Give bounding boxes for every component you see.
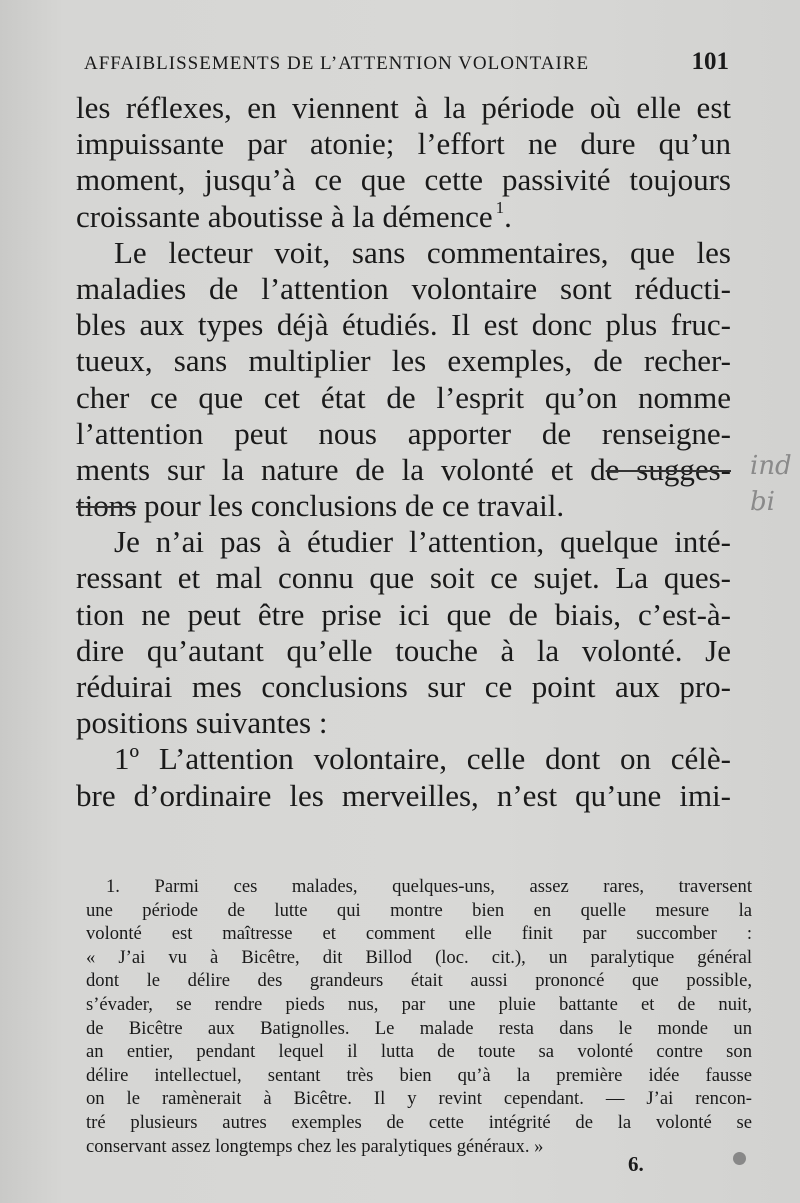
text-line bbox=[76, 199, 731, 235]
footnote-line: « J’ai vu à Bicêtre, dit Billod (loc. cit.), un paralytique général bbox=[86, 946, 752, 968]
running-head bbox=[84, 48, 729, 76]
running-head-title: AFFAIBLISSEMENTS DE L’ATTENTION VOLONTAIRE bbox=[84, 53, 590, 74]
text-line: tion ne peut être prise ici que de biais, c’est-à- bbox=[76, 596, 731, 632]
text-line: bre d’ordinaire les merveilles, n’est qu’une imi- bbox=[76, 777, 731, 813]
struck-through-text: e sugges- bbox=[605, 451, 731, 487]
footnote-line: une période de lutte qui montre bien en quelle mesure la bbox=[86, 899, 752, 921]
text-line: moment, jusqu’à ce que cette passivité toujours bbox=[76, 162, 731, 198]
text-line: les réflexes, en viennent à la période où elle est bbox=[76, 90, 731, 125]
text-line: Le lecteur voit, sans commentaires, que les bbox=[114, 234, 731, 270]
footnote-line: délire intellectuel, sentant très bien qu’à la première idée fausse bbox=[86, 1064, 752, 1086]
signature-mark: 6. bbox=[628, 1152, 644, 1176]
text-span: . bbox=[504, 198, 512, 234]
handwritten-margin-note bbox=[750, 448, 800, 520]
text-line bbox=[76, 488, 731, 524]
footnote-line: de Bicêtre aux Batignolles. Le malade resta dans le monde un bbox=[86, 1017, 752, 1039]
text-line: réduirai mes conclusions sur ce point aux pro- bbox=[76, 669, 731, 704]
margin-note-line: bi bbox=[750, 487, 775, 517]
footnote bbox=[86, 875, 752, 1158]
text-line: ressant et mal connu que soit ce sujet. La ques- bbox=[76, 560, 731, 596]
text-span: ments sur la nature de la volonté et d bbox=[76, 451, 606, 487]
footnote-line: 1. Parmi ces malades, quelques-uns, assez rares, traversent bbox=[106, 876, 752, 897]
page-number: 101 bbox=[691, 48, 729, 75]
text-line: maladies de l’attention volontaire sont réducti- bbox=[76, 270, 731, 306]
text-line: 1º L’attention volontaire, celle dont on célè- bbox=[114, 741, 731, 777]
text-span: pour les conclusions de ce travail. bbox=[136, 488, 565, 524]
text-span: croissante aboutisse à la démence bbox=[76, 198, 493, 234]
footnote-line: tré plusieurs autres exemples de cette intégrité de la volonté se bbox=[86, 1111, 752, 1133]
text-line: positions suivantes : bbox=[76, 705, 328, 741]
struck-through-text: tions bbox=[76, 488, 137, 524]
text-line: cher ce que cet état de l’esprit qu’on nomme bbox=[76, 379, 731, 415]
footnote-line: an entier, pendant lequel il lutta de toute sa volonté contre son bbox=[86, 1041, 752, 1063]
text-line bbox=[76, 452, 731, 488]
footnote-line: dont le délire des grandeurs était aussi prononcé que possible, bbox=[86, 970, 752, 992]
text-line: tueux, sans multiplier les exemples, de recher- bbox=[76, 343, 731, 379]
text-line: bles aux types déjà étudiés. Il est donc plus fruc- bbox=[76, 307, 731, 343]
text-line: l’attention peut nous apporter de renseigne- bbox=[76, 415, 731, 451]
footnote-line: volonté est maîtresse et comment elle finit par succomber : bbox=[86, 923, 752, 945]
text-line: Je n’ai pas à étudier l’attention, quelque inté- bbox=[114, 524, 731, 560]
footnote-line: s’évader, se rendre pieds nus, par une pluie battante et de nuit, bbox=[86, 993, 752, 1015]
footnote-line: on le ramènerait à Bicêtre. Il y revint cependant. — J’ai rencon- bbox=[86, 1088, 752, 1110]
footnote-line: conservant assez longtemps chez les paralytiques généraux. » bbox=[86, 1135, 544, 1157]
footnote-reference: 1 bbox=[495, 197, 505, 217]
main-text bbox=[76, 90, 731, 814]
text-line: dire qu’autant qu’elle touche à la volonté. Je bbox=[76, 632, 731, 668]
ink-spot bbox=[733, 1152, 746, 1165]
margin-note-line: ind bbox=[750, 451, 792, 481]
text-line: impuissante par atonie; l’effort ne dure qu’un bbox=[76, 126, 731, 162]
